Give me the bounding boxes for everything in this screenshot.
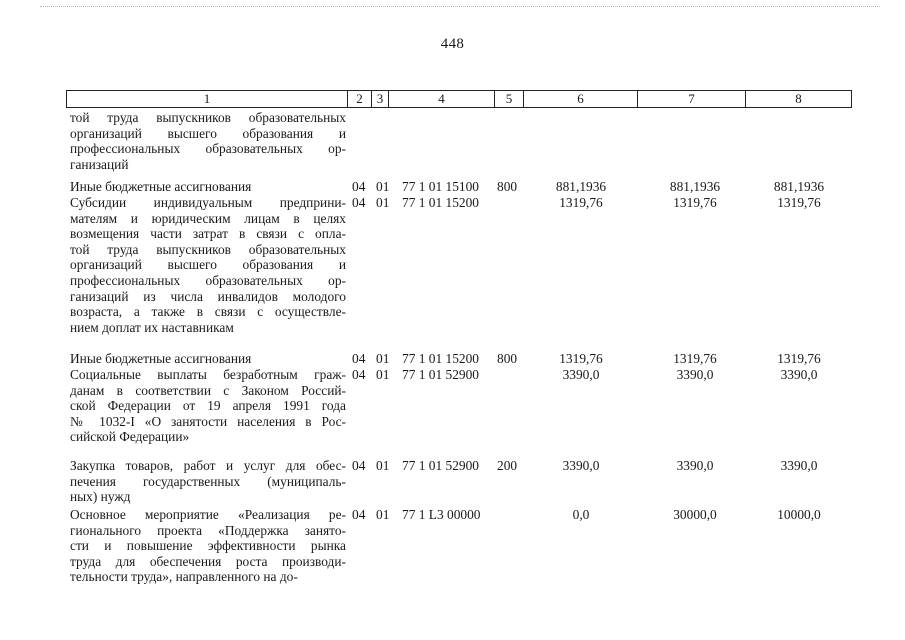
description-line: организаций высшего образования и [70, 125, 346, 141]
scan-edge-mark [40, 6, 880, 9]
amount-year-2: 3390,0 [676, 367, 714, 382]
subsection-code: 01 [376, 458, 390, 473]
description-line: мателям и юридическим лицам в целях [70, 210, 346, 226]
target-article-code: 77 1 01 15200 [402, 195, 479, 210]
amount-year-1: 1319,76 [559, 195, 603, 210]
description-line: ской Федерации от 19 апреля 1991 года [70, 398, 346, 414]
description-line: печения государственных (муниципаль- [70, 473, 346, 489]
description-line: профессиональных образовательных ор- [70, 272, 346, 288]
section-code: 04 [352, 458, 366, 473]
amount-year-3: 10000,0 [777, 507, 821, 522]
description-line: Закупка товаров, работ и услуг для обес- [70, 458, 346, 473]
subsection-code: 01 [376, 367, 390, 382]
amount-year-1: 0,0 [572, 507, 590, 522]
description-line: ганизаций из числа инвалидов молодого [70, 288, 346, 304]
description-line: гионального проекта «Поддержка занято- [70, 522, 346, 538]
amount-year-3: 881,1936 [773, 179, 825, 194]
description-line: сти и повышение эффективности рынка [70, 538, 346, 554]
description-line: Иные бюджетные ассигнования [70, 351, 252, 366]
row-description [70, 458, 346, 505]
expense-type-code: 800 [497, 179, 518, 194]
section-code: 04 [352, 367, 366, 382]
amount-year-3: 3390,0 [780, 458, 818, 473]
row-description [70, 195, 346, 335]
section-code: 04 [352, 507, 366, 522]
amount-year-1: 881,1936 [555, 179, 607, 194]
section-code: 04 [352, 195, 366, 210]
description-line: тельности труда», направленного на до- [70, 569, 298, 585]
target-article-code: 77 1 01 52900 [402, 367, 479, 382]
subsection-code: 01 [376, 507, 390, 522]
description-line: № 1032-I «О занятости населения в Рос- [70, 413, 346, 429]
subsection-code: 01 [376, 195, 390, 210]
amount-year-1: 1319,76 [559, 351, 603, 366]
header-col-5: 5 [495, 91, 524, 107]
amount-year-3: 3390,0 [780, 367, 818, 382]
page-number: 448 [440, 36, 465, 52]
row-description [70, 179, 346, 195]
description-line: Основное мероприятие «Реализация ре- [70, 507, 346, 522]
amount-year-2: 881,1936 [669, 179, 721, 194]
subsection-code: 01 [376, 179, 390, 194]
amount-year-2: 1319,76 [673, 195, 717, 210]
expense-type-code: 800 [497, 351, 518, 366]
description-line: нием доплат их наставникам [70, 319, 234, 335]
target-article-code: 77 1 L3 00000 [402, 507, 481, 522]
section-code: 04 [352, 351, 366, 366]
table-header-row [66, 90, 852, 108]
expense-type-code: 200 [497, 458, 518, 473]
description-line: той труда выпускников образовательных [70, 110, 346, 125]
header-col-1: 1 [67, 91, 348, 107]
amount-year-2: 1319,76 [673, 351, 717, 366]
header-col-6: 6 [524, 91, 638, 107]
amount-year-1: 3390,0 [562, 367, 600, 382]
description-line: возраста, а также в связи с осуществле- [70, 304, 346, 320]
description-line: организаций высшего образования и [70, 257, 346, 273]
amount-year-3: 1319,76 [777, 351, 821, 366]
row-description [70, 507, 346, 585]
section-code: 04 [352, 179, 366, 194]
header-col-3: 3 [372, 91, 389, 107]
description-line: труда для обеспечения роста производи- [70, 553, 346, 569]
amount-year-1: 3390,0 [562, 458, 600, 473]
amount-year-2: 30000,0 [673, 507, 717, 522]
description-line: возмещения части затрат в связи с опла- [70, 226, 346, 242]
description-line: сийской Федерации» [70, 429, 190, 445]
header-col-8: 8 [795, 91, 802, 106]
target-article-code: 77 1 01 15100 [402, 179, 479, 194]
row-description [70, 367, 346, 445]
header-col-4: 4 [389, 91, 495, 107]
description-line: профессиональных образовательных ор- [70, 141, 346, 157]
description-line: данам в соответствии с Законом Россий- [70, 382, 346, 398]
amount-year-2: 3390,0 [676, 458, 714, 473]
subsection-code: 01 [376, 351, 390, 366]
row-description [70, 110, 346, 172]
description-line: Иные бюджетные ассигнования [70, 179, 252, 194]
target-article-code: 77 1 01 15200 [402, 351, 479, 366]
target-article-code: 77 1 01 52900 [402, 458, 479, 473]
row-description [70, 351, 346, 367]
header-col-7: 7 [638, 91, 746, 107]
amount-year-3: 1319,76 [777, 195, 821, 210]
description-line: Социальные выплаты безработным граж- [70, 367, 346, 382]
description-line: ганизаций [70, 156, 129, 172]
description-line: Субсидии индивидуальным предприни- [70, 195, 346, 210]
header-col-2: 2 [348, 91, 372, 107]
description-line: ных) нужд [70, 489, 131, 505]
description-line: той труда выпускников образовательных [70, 241, 346, 257]
